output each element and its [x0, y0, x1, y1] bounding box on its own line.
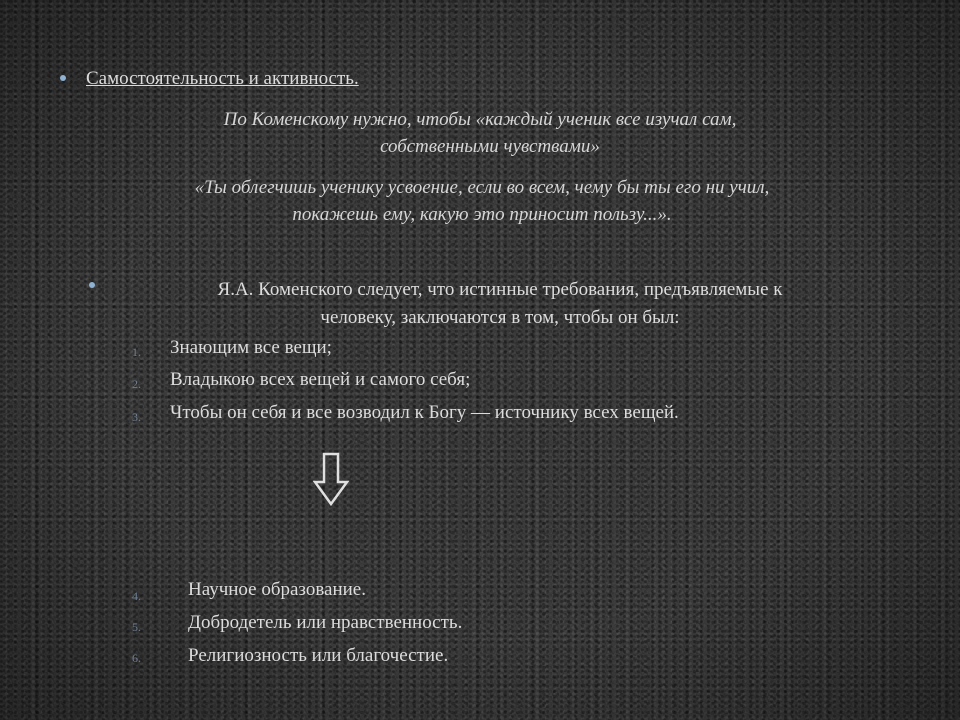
list-number: 1.	[132, 345, 141, 359]
list-number: 6.	[132, 651, 141, 665]
quote-1-line-2: собственными чувствами»	[380, 136, 600, 157]
list-number: 4.	[132, 589, 141, 603]
bullet-1-icon	[60, 75, 66, 81]
bullet-2-icon	[89, 282, 95, 288]
quote-1-line-1: По Коменскому нужно, чтобы «каждый ученик все изучал сам,	[223, 109, 737, 130]
list-item: Религиозность или благочестие.	[188, 645, 449, 666]
list-item: Знающим все вещи;	[170, 337, 332, 358]
quote-1	[90, 106, 870, 160]
paragraph-line-1: Я.А. Коменского следует, что истинные требования, предъявляемые к	[217, 279, 783, 300]
list-number: 5.	[132, 620, 141, 634]
list-number: 3.	[132, 410, 141, 424]
section-heading: Самостоятельность и активность.	[86, 68, 359, 89]
quote-2-line-2: покажешь ему, какую это приносит пользу...».	[292, 204, 672, 225]
list-item: Чтобы он себя и все возводил к Богу — источнику всех вещей.	[170, 402, 679, 423]
down-arrow-icon	[313, 452, 349, 506]
list-item: Научное образование.	[188, 579, 366, 600]
list-item: Добродетель или нравственность.	[188, 612, 463, 633]
list-number: 2.	[132, 377, 141, 391]
quote-2	[92, 174, 872, 228]
paragraph-requirements	[110, 276, 890, 332]
quote-2-line-1: «Ты облегчишь ученику усвоение, если во всем, чему бы ты его ни учил,	[194, 177, 770, 198]
list-item: Владыкою всех вещей и самого себя;	[170, 369, 471, 390]
paragraph-line-2: человеку, заключаются в том, чтобы он был:	[320, 307, 680, 328]
